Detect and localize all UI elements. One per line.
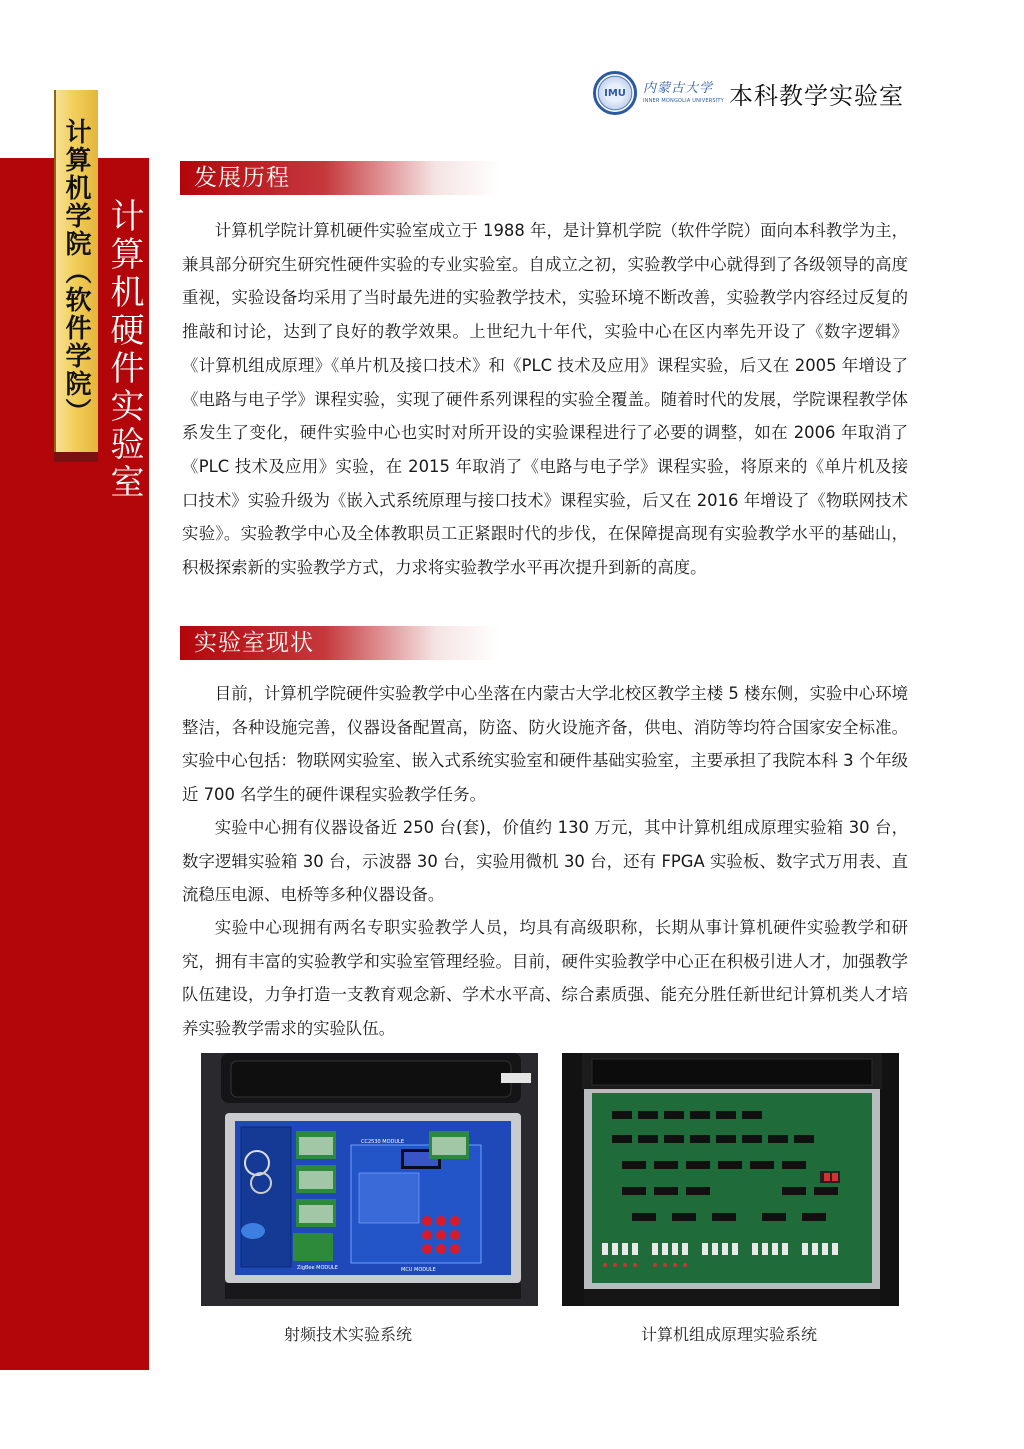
logo-english-name: INNER MONGOLIA UNIVERSITY (643, 98, 724, 104)
rf-kit-photo (201, 1053, 538, 1306)
page-header (593, 70, 904, 116)
school-tab-shadow (54, 452, 98, 462)
rf-kit-illustration (201, 1053, 538, 1306)
section-heading-status: 实验室现状 (180, 626, 500, 660)
rf-kit-caption: 射频技术实验系统 (284, 1325, 413, 1344)
module-label-zigbee: ZigBee MODULE (297, 1265, 338, 1271)
lab-name: 计算机硬件实验室 (104, 198, 144, 502)
status-paragraph-3: 实验中心现拥有两名专职实验教学人员，均具有高级职称，长期从事计算机硬件实验教学和研究，拥有丰富的实验教学和实验室管理经验。目前，硬件实验教学中心正在积极引进人才，加强教学队伍建设，力争打造一支教育观念新、学术水平高、综合素质强、能充分胜任新世纪计算机类人才培养实验教学需求的实验队伍。 (182, 918, 908, 1039)
module-label-mcu: MCU MODULE (401, 1267, 436, 1273)
organization-kit-caption: 计算机组成原理实验系统 (641, 1325, 818, 1344)
logo-chinese-name: 内蒙古大学 (643, 81, 714, 96)
university-seal-icon: IMU (593, 71, 637, 115)
university-logo (643, 81, 725, 105)
status-paragraph-2: 实验中心拥有仪器设备近 250 台(套)，价值约 130 万元，其中计算机组成原理实验箱 30 台，数字逻辑实验箱 30 台，示波器 30 台，实验用微机 30 台，还有 FPGA 实验板、数字式万用表、直流稳压电源、电桥等多种仪器设备。 (182, 818, 908, 905)
status-paragraph-1: 目前，计算机学院硬件实验教学中心坐落在内蒙古大学北校区教学主楼 5 楼东侧，实验中心环境整洁，各种设施完善，仪器设备配置高，防盗、防火设施齐备，供电、消防等均符合国家安全标准。实验中心包括：物联网实验室、嵌入式系统实验室和硬件基础实验室，主要承担了我院本科 3 个年级近 700 名学生的硬件课程实验教学任务。 (182, 684, 908, 805)
page-title: 本科教学实验室 (729, 81, 904, 110)
module-label-cc2530: CC2530 MODULE (361, 1139, 405, 1145)
organization-kit-illustration (562, 1053, 899, 1306)
organization-kit-photo (562, 1053, 899, 1306)
school-name: 计算机学院（软件学院） (61, 118, 91, 426)
history-paragraph: 计算机学院计算机硬件实验室成立于 1988 年，是计算机学院（软件学院）面向本科教学为主，兼具部分研究生研究性硬件实验的专业实验室。自成立之初，实验教学中心就得到了各级领导的高度重视，实验设备均采用了当时最先进的实验教学技术，实验环境不断改善，实验教学内容经过反复的推敲和讨论，达到了良好的教学效果。上世纪九十年代，实验中心在区内率先开设了《数字逻辑》《计算机组成原理》《单片机及接口技术》和《PLC 技术及应用》课程实验，后又在 2005 年增设了《电路与电子学》课程实验，实现了硬件系列课程的实验全覆盖。随着时代的发展，学院课程教学体系发生了变化，硬件实验中心也实时对所开设的实验课程进行了必要的调整，如在 2006 年取消了《PLC 技术及应用》实验，在 2015 年取消了《电路与电子学》课程实验，将原来的《单片机及接口技术》实验升级为《嵌入式系统原理与接口技术》课程实验，后又在 2016 年增设了《物联网技术实验》。实验教学中心及全体教职员工正紧跟时代的步伐，在保障提高现有实验教学水平的基础山，积极探索新的实验教学方式，力求将实验教学水平再次提升到新的高度。 (182, 221, 908, 578)
section-heading-history: 发展历程 (180, 161, 500, 195)
